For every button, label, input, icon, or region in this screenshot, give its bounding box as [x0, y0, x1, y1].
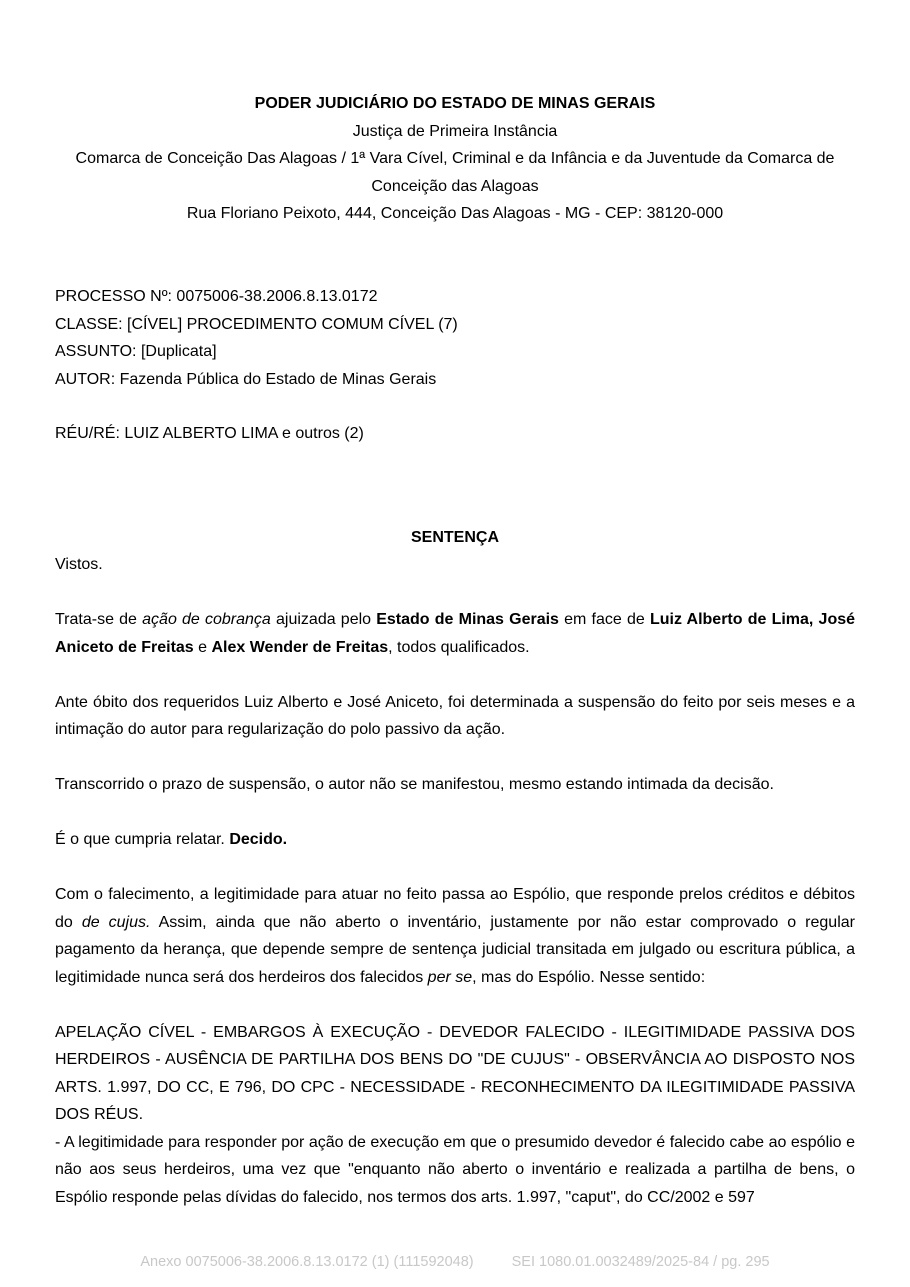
text-run: Assim, ainda que não aberto o inventário, justamente por não estar comprovado o regular pagamento da herança, que depende sempre de sentença judicial transitada em julgado ou escritura pública, a legitimidade nunca será dos herdeiros dos falecidos [55, 913, 855, 986]
text-run: e [193, 638, 212, 656]
footer-anexo: Anexo 0075006-38.2006.8.13.0172 (1) (111592048) [140, 1254, 474, 1270]
vistos: Vistos. [55, 556, 103, 573]
footer-sei: SEI 1080.01.0032489/2025-84 / pg. 295 [511, 1254, 770, 1270]
paragraph-fundamentacao [55, 881, 855, 991]
ementa-heading: APELAÇÃO CÍVEL - EMBARGOS À EXECUÇÃO - DEVEDOR FALECIDO - ILEGITIMIDADE PASSIVA DOS HERDEIROS - AUSÊNCIA DE PARTILHA DOS BENS DO "DE CUJUS" - OBSERVÂNCIA AO DISPOSTO NOS ARTS. 1.997, DO CC, E 796, DO CPC - NECESSIDADE - RECONHECIMENTO DA ILEGITIMIDADE PASSIVA DOS RÉUS. [55, 1023, 855, 1123]
text-run: , mas do Espólio. Nesse sentido: [472, 968, 706, 986]
text-run-bold: Decido. [229, 831, 288, 848]
paragraph-obito: Ante óbito dos requeridos Luiz Alberto e José Aniceto, foi determinada a suspensão do feito por seis meses e a intimação do autor para regularização do polo passivo da ação. [55, 693, 855, 738]
case-reu: RÉU/RÉ: LUIZ ALBERTO LIMA e outros (2) [55, 425, 364, 442]
text-run: É o que cumpria relatar. [55, 831, 230, 848]
case-autor: AUTOR: Fazenda Pública do Estado de Minas Gerais [55, 370, 437, 388]
document-header [55, 90, 855, 228]
case-assunto: ASSUNTO: [Duplicata] [55, 343, 217, 360]
sentenca-title: SENTENÇA [410, 529, 499, 546]
case-metadata [55, 283, 855, 393]
text-run-italic: per se [427, 968, 473, 986]
text-run: Trata-se de [55, 611, 143, 628]
court-instance: Justiça de Primeira Instância [352, 122, 558, 140]
paragraph-relatar [55, 826, 855, 854]
paragraph-prazo: Transcorrido o prazo de suspensão, o autor não se manifestou, mesmo estando intimada da decisão. [55, 776, 774, 793]
text-run-bold: Estado de Minas Gerais [376, 611, 559, 628]
sentenca-body [55, 551, 855, 1211]
ementa-item: - A legitimidade para responder por ação de execução em que o presumido devedor é falecido cabe ao espólio e não aos seus herdeiros, uma vez que "enquanto não aberto o inventário e realizada a partilha de bens, o Espólio responde pelas dívidas do falecido, nos termos dos arts. 1.997, "caput", do CC/2002 e 597 [55, 1133, 855, 1206]
text-run-italic: de cujus. [81, 913, 151, 931]
paragraph-intro [55, 606, 855, 661]
case-processo: PROCESSO Nº: 0075006-38.2006.8.13.0172 [55, 288, 378, 305]
court-address: Rua Floriano Peixoto, 444, Conceição Das Alagoas - MG - CEP: 38120-000 [186, 205, 724, 222]
text-run: Com o falecimento, a legitimidade para atuar no feito passa ao Espólio, que responde prelos créditos e débitos do [55, 886, 855, 931]
text-run: em face de [558, 611, 650, 628]
text-run-italic: ação de cobrança [142, 611, 271, 628]
case-classe: CLASSE: [CÍVEL] PROCEDIMENTO COMUM CÍVEL (7) [55, 315, 458, 333]
court-comarca: Comarca de Conceição Das Alagoas / 1ª Vara Cível, Criminal e da Infância e da Juventude da Comarca de Conceição das Alagoas [75, 150, 835, 195]
text-run-bold: Alex Wender de Freitas [211, 638, 389, 656]
text-run-bold: Luiz Alberto de Lima, José Aniceto de Freitas [55, 611, 856, 656]
court-name: PODER JUDICIÁRIO DO ESTADO DE MINAS GERAIS [254, 95, 656, 112]
text-run: , todos qualificados. [388, 638, 530, 656]
page-footer [0, 1252, 910, 1272]
text-run: ajuizada pelo [270, 611, 377, 628]
